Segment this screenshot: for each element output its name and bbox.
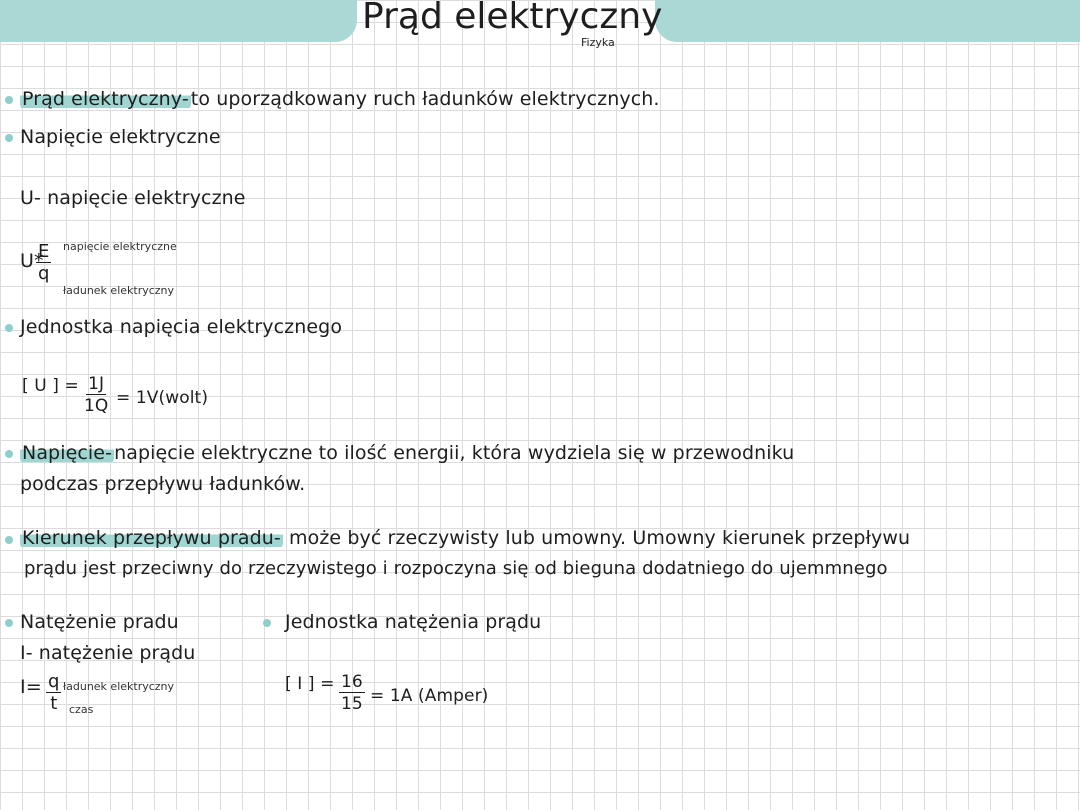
bullet bbox=[263, 619, 271, 627]
fraction-numerator: q bbox=[48, 671, 60, 692]
fraction-numerator: 16 bbox=[341, 672, 363, 692]
fraction-denominator: q bbox=[37, 263, 50, 284]
term-highlight: Prąd elektryczny- bbox=[22, 88, 189, 110]
term-highlight: Napięcie- bbox=[22, 442, 113, 464]
heading-current-unit: Jednostka natężenia prądu bbox=[285, 611, 542, 633]
heading-current-intensity: Natężenie pradu bbox=[20, 611, 179, 633]
formula-current-unit-rhs: = 1A (Amper) bbox=[370, 686, 489, 706]
formula-unit-fraction bbox=[84, 374, 108, 417]
bullet bbox=[5, 324, 13, 332]
annotation: czas bbox=[69, 703, 94, 716]
definition-current bbox=[20, 88, 660, 110]
header-bar-right bbox=[655, 0, 1080, 42]
annotation: ładunek elektryczny bbox=[63, 680, 175, 693]
definition-direction bbox=[20, 527, 910, 549]
formula-current-fraction bbox=[46, 672, 61, 715]
definition-voltage-cont: podczas przepływu ładunków. bbox=[20, 473, 306, 495]
fraction-numerator: 1J bbox=[88, 374, 105, 394]
formula-voltage-fraction bbox=[36, 242, 51, 285]
formula-unit-rhs: = 1V(wolt) bbox=[116, 388, 209, 408]
fraction-denominator: t bbox=[50, 693, 58, 714]
header-bar-left bbox=[0, 0, 357, 42]
bullet bbox=[5, 96, 13, 104]
formula-voltage-lhs: U* bbox=[20, 250, 44, 272]
fraction-denominator: 1Q bbox=[84, 396, 109, 416]
heading-voltage: Napięcie elektryczne bbox=[20, 126, 221, 148]
definition-text: to uporządkowany ruch ładunków elektrycznych. bbox=[190, 88, 660, 110]
bullet bbox=[5, 134, 13, 142]
fraction-denominator: 15 bbox=[341, 694, 363, 714]
fraction-numerator: E bbox=[38, 241, 50, 262]
annotation: napięcie elektryczne bbox=[63, 240, 177, 253]
formula-current-unit-fraction bbox=[339, 672, 365, 715]
subject-label: Fizyka bbox=[581, 36, 615, 49]
heading-voltage-unit: Jednostka napięcia elektrycznego bbox=[20, 316, 343, 338]
term-highlight: Kierunek przepływu pradu- bbox=[22, 527, 281, 549]
formula-current-lhs: I= bbox=[20, 676, 42, 698]
bullet bbox=[5, 619, 13, 627]
definition-text: napięcie elektryczne to ilość energii, która wydziela się w przewodniku bbox=[114, 442, 795, 464]
definition-text: może być rzeczywisty lub umowny. Umowny kierunek przepływu bbox=[282, 527, 911, 549]
current-symbol-line: I- natężenie prądu bbox=[20, 642, 196, 664]
bullet bbox=[5, 450, 13, 458]
voltage-symbol-line: U- napięcie elektryczne bbox=[20, 187, 246, 209]
page-title: Prąd elektryczny bbox=[362, 0, 663, 37]
definition-direction-cont: prądu jest przeciwny do rzeczywistego i rozpoczyna się od bieguna dodatniego do ujemmnego bbox=[24, 558, 888, 579]
formula-unit-lhs: [ U ] = bbox=[22, 376, 79, 396]
bullet bbox=[5, 536, 13, 544]
annotation: ładunek elektryczny bbox=[63, 284, 175, 297]
formula-current-unit-lhs: [ I ] = bbox=[285, 674, 335, 694]
definition-voltage bbox=[20, 442, 794, 464]
